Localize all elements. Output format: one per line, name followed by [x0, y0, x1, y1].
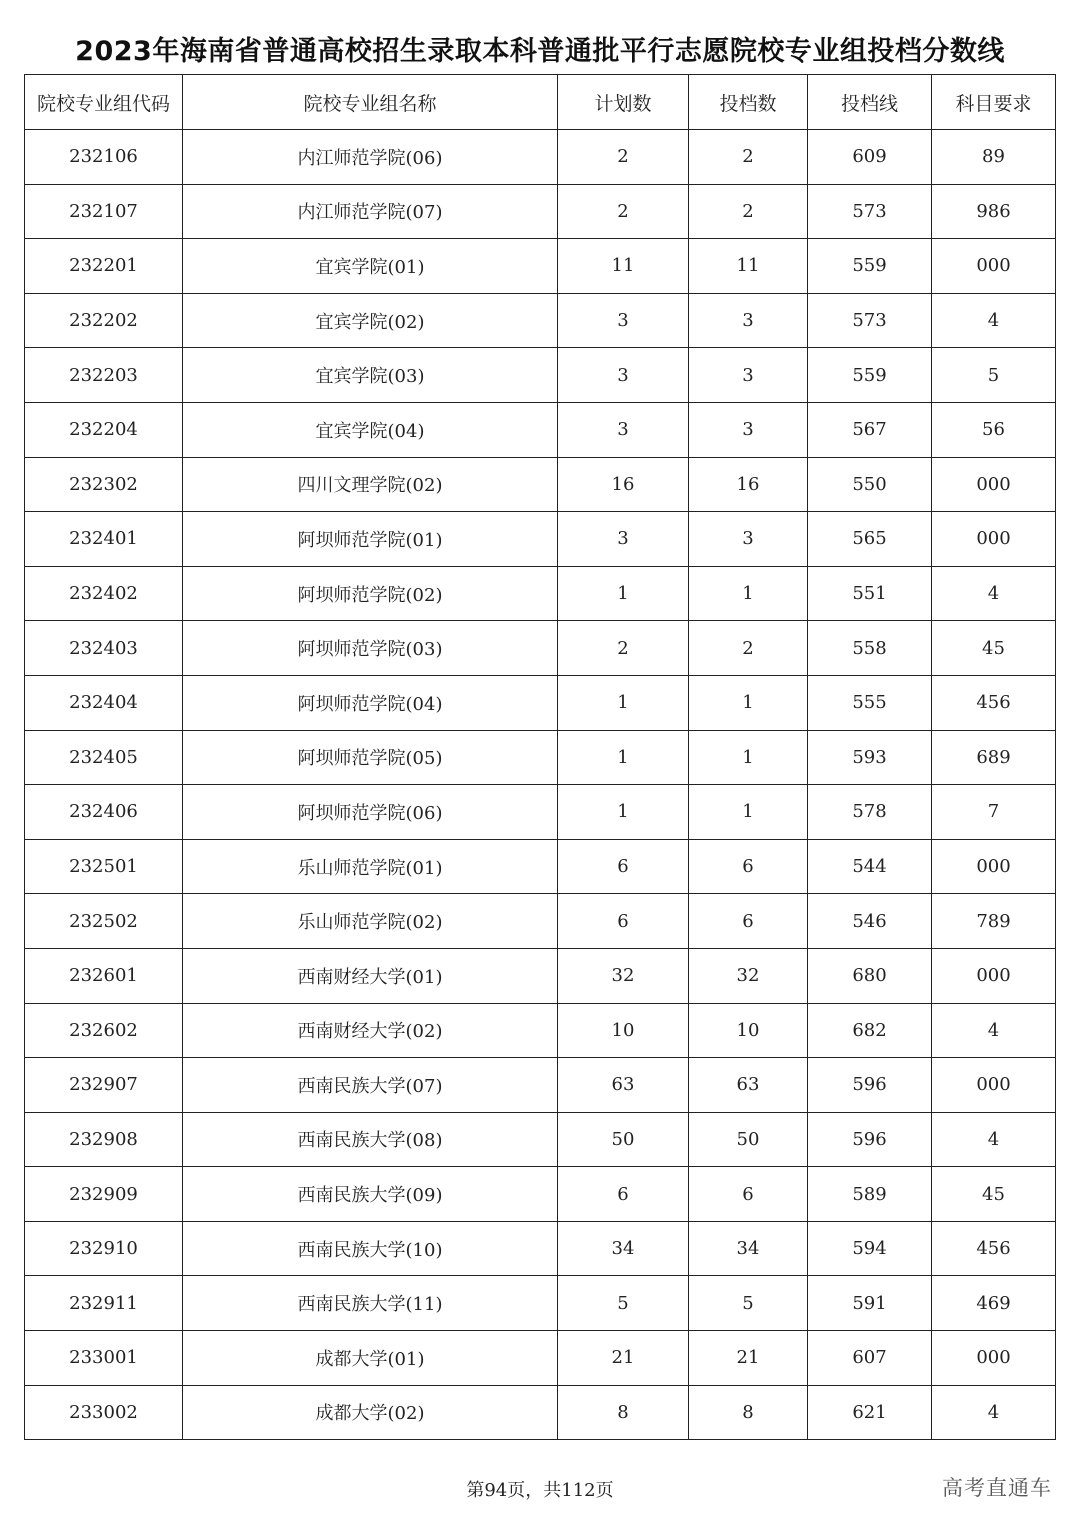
cell-cast-count: 32 — [689, 948, 808, 1003]
cell-group-name: 乐山师范学院(01) — [183, 839, 558, 894]
table-row — [25, 184, 1056, 239]
cell-cast-line: 546 — [808, 894, 932, 949]
cell-subject-requirement: 789 — [932, 894, 1056, 949]
cell-cast-line: 551 — [808, 566, 932, 621]
cell-cast-line: 596 — [808, 1112, 932, 1167]
cell-plan-count: 3 — [558, 348, 689, 403]
cell-cast-line: 609 — [808, 130, 932, 185]
table-row — [25, 785, 1056, 840]
cell-group-name: 阿坝师范学院(03) — [183, 621, 558, 676]
cell-cast-line: 682 — [808, 1003, 932, 1058]
cell-subject-requirement: 000 — [932, 948, 1056, 1003]
cell-cast-line: 565 — [808, 512, 932, 567]
cell-cast-count: 6 — [689, 1167, 808, 1222]
table-row — [25, 1167, 1056, 1222]
cell-cast-count: 2 — [689, 621, 808, 676]
table-row — [25, 402, 1056, 457]
cell-subject-requirement: 000 — [932, 839, 1056, 894]
table-row — [25, 239, 1056, 294]
cell-group-code: 232406 — [25, 785, 183, 840]
cell-group-name: 成都大学(01) — [183, 1331, 558, 1386]
cell-cast-line: 559 — [808, 348, 932, 403]
cell-cast-count: 11 — [689, 239, 808, 294]
cell-cast-line: 559 — [808, 239, 932, 294]
cell-cast-line: 555 — [808, 675, 932, 730]
admission-score-table — [24, 74, 1056, 1440]
cell-plan-count: 63 — [558, 1058, 689, 1113]
cell-group-code: 232602 — [25, 1003, 183, 1058]
cell-group-code: 233002 — [25, 1385, 183, 1440]
cell-subject-requirement: 5 — [932, 348, 1056, 403]
cell-group-name: 宜宾学院(01) — [183, 239, 558, 294]
cell-plan-count: 21 — [558, 1331, 689, 1386]
page-number-footer: 第94页，共112页 — [466, 1480, 614, 1501]
cell-group-name: 西南民族大学(09) — [183, 1167, 558, 1222]
table-row — [25, 512, 1056, 567]
cell-group-name: 阿坝师范学院(01) — [183, 512, 558, 567]
cell-subject-requirement: 000 — [932, 457, 1056, 512]
cell-cast-line: 567 — [808, 402, 932, 457]
cell-cast-line: 593 — [808, 730, 932, 785]
cell-group-code: 233001 — [25, 1331, 183, 1386]
cell-cast-line: 558 — [808, 621, 932, 676]
cell-plan-count: 50 — [558, 1112, 689, 1167]
table-row — [25, 1331, 1056, 1386]
cell-plan-count: 16 — [558, 457, 689, 512]
cell-group-code: 232203 — [25, 348, 183, 403]
cell-plan-count: 2 — [558, 130, 689, 185]
cell-cast-count: 3 — [689, 348, 808, 403]
cell-group-code: 232202 — [25, 293, 183, 348]
cell-group-name: 西南财经大学(01) — [183, 948, 558, 1003]
cell-cast-line: 591 — [808, 1276, 932, 1331]
cell-group-code: 232502 — [25, 894, 183, 949]
table-row — [25, 1221, 1056, 1276]
table-row — [25, 566, 1056, 621]
cell-group-name: 西南财经大学(02) — [183, 1003, 558, 1058]
cell-cast-count: 2 — [689, 184, 808, 239]
cell-group-code: 232201 — [25, 239, 183, 294]
cell-plan-count: 32 — [558, 948, 689, 1003]
page-title: 2023年海南省普通高校招生录取本科普通批平行志愿院校专业组投档分数线 — [75, 36, 1005, 67]
cell-plan-count: 2 — [558, 621, 689, 676]
cell-group-code: 232402 — [25, 566, 183, 621]
cell-subject-requirement: 456 — [932, 675, 1056, 730]
cell-group-name: 西南民族大学(08) — [183, 1112, 558, 1167]
cell-plan-count: 2 — [558, 184, 689, 239]
cell-cast-count: 10 — [689, 1003, 808, 1058]
cell-subject-requirement: 986 — [932, 184, 1056, 239]
cell-cast-line: 594 — [808, 1221, 932, 1276]
cell-group-name: 阿坝师范学院(04) — [183, 675, 558, 730]
table-row — [25, 839, 1056, 894]
cell-cast-count: 21 — [689, 1331, 808, 1386]
header-plan-count: 计划数 — [558, 75, 689, 130]
table-row — [25, 1003, 1056, 1058]
header-subject-requirement: 科目要求 — [932, 75, 1056, 130]
cell-cast-count: 16 — [689, 457, 808, 512]
cell-subject-requirement: 000 — [932, 1058, 1056, 1113]
cell-cast-line: 596 — [808, 1058, 932, 1113]
cell-cast-line: 544 — [808, 839, 932, 894]
header-cast-line: 投档线 — [808, 75, 932, 130]
cell-subject-requirement: 000 — [932, 512, 1056, 567]
cell-group-code: 232405 — [25, 730, 183, 785]
cell-group-name: 乐山师范学院(02) — [183, 894, 558, 949]
watermark-text: 高考直通车 — [942, 1476, 1052, 1500]
cell-group-code: 232404 — [25, 675, 183, 730]
cell-cast-line: 550 — [808, 457, 932, 512]
cell-group-code: 232911 — [25, 1276, 183, 1331]
cell-group-name: 阿坝师范学院(02) — [183, 566, 558, 621]
cell-subject-requirement: 000 — [932, 239, 1056, 294]
cell-plan-count: 6 — [558, 839, 689, 894]
header-cast-count: 投档数 — [689, 75, 808, 130]
table-header-row — [25, 75, 1056, 130]
cell-subject-requirement: 45 — [932, 1167, 1056, 1222]
cell-group-name: 西南民族大学(07) — [183, 1058, 558, 1113]
cell-group-code: 232910 — [25, 1221, 183, 1276]
cell-cast-count: 2 — [689, 130, 808, 185]
cell-subject-requirement: 89 — [932, 130, 1056, 185]
cell-subject-requirement: 4 — [932, 1112, 1056, 1167]
table-row — [25, 130, 1056, 185]
cell-subject-requirement: 56 — [932, 402, 1056, 457]
cell-plan-count: 11 — [558, 239, 689, 294]
cell-subject-requirement: 469 — [932, 1276, 1056, 1331]
cell-cast-line: 621 — [808, 1385, 932, 1440]
cell-group-code: 232204 — [25, 402, 183, 457]
header-group-name: 院校专业组名称 — [183, 75, 558, 130]
cell-group-code: 232909 — [25, 1167, 183, 1222]
cell-group-code: 232107 — [25, 184, 183, 239]
cell-subject-requirement: 4 — [932, 1385, 1056, 1440]
cell-cast-count: 34 — [689, 1221, 808, 1276]
cell-subject-requirement: 4 — [932, 1003, 1056, 1058]
cell-cast-count: 3 — [689, 512, 808, 567]
cell-group-name: 成都大学(02) — [183, 1385, 558, 1440]
cell-group-name: 宜宾学院(04) — [183, 402, 558, 457]
table-row — [25, 1385, 1056, 1440]
cell-cast-line: 573 — [808, 184, 932, 239]
cell-subject-requirement: 4 — [932, 293, 1056, 348]
cell-group-code: 232302 — [25, 457, 183, 512]
cell-cast-line: 680 — [808, 948, 932, 1003]
cell-cast-count: 6 — [689, 839, 808, 894]
cell-plan-count: 1 — [558, 675, 689, 730]
table-row — [25, 730, 1056, 785]
cell-group-code: 232908 — [25, 1112, 183, 1167]
cell-subject-requirement: 456 — [932, 1221, 1056, 1276]
cell-group-name: 宜宾学院(03) — [183, 348, 558, 403]
cell-group-name: 西南民族大学(11) — [183, 1276, 558, 1331]
cell-group-code: 232106 — [25, 130, 183, 185]
table-row — [25, 621, 1056, 676]
cell-plan-count: 34 — [558, 1221, 689, 1276]
cell-plan-count: 5 — [558, 1276, 689, 1331]
cell-subject-requirement: 4 — [932, 566, 1056, 621]
cell-plan-count: 3 — [558, 402, 689, 457]
cell-group-code: 232403 — [25, 621, 183, 676]
cell-cast-count: 1 — [689, 785, 808, 840]
cell-group-code: 232501 — [25, 839, 183, 894]
table-row — [25, 293, 1056, 348]
cell-plan-count: 6 — [558, 894, 689, 949]
table-row — [25, 948, 1056, 1003]
cell-plan-count: 1 — [558, 785, 689, 840]
cell-group-name: 宜宾学院(02) — [183, 293, 558, 348]
cell-cast-count: 6 — [689, 894, 808, 949]
cell-group-name: 内江师范学院(07) — [183, 184, 558, 239]
cell-group-code: 232907 — [25, 1058, 183, 1113]
cell-group-code: 232601 — [25, 948, 183, 1003]
cell-cast-count: 3 — [689, 402, 808, 457]
cell-subject-requirement: 45 — [932, 621, 1056, 676]
cell-group-name: 阿坝师范学院(06) — [183, 785, 558, 840]
cell-plan-count: 8 — [558, 1385, 689, 1440]
cell-plan-count: 6 — [558, 1167, 689, 1222]
cell-plan-count: 10 — [558, 1003, 689, 1058]
cell-plan-count: 3 — [558, 293, 689, 348]
cell-cast-line: 607 — [808, 1331, 932, 1386]
cell-plan-count: 1 — [558, 730, 689, 785]
cell-cast-count: 5 — [689, 1276, 808, 1331]
table-body — [25, 130, 1056, 1440]
cell-cast-line: 573 — [808, 293, 932, 348]
cell-plan-count: 3 — [558, 512, 689, 567]
cell-cast-line: 578 — [808, 785, 932, 840]
cell-cast-count: 8 — [689, 1385, 808, 1440]
cell-cast-count: 3 — [689, 293, 808, 348]
cell-group-name: 西南民族大学(10) — [183, 1221, 558, 1276]
cell-cast-count: 1 — [689, 675, 808, 730]
cell-subject-requirement: 7 — [932, 785, 1056, 840]
table-row — [25, 1058, 1056, 1113]
cell-cast-count: 1 — [689, 730, 808, 785]
admission-score-table-container — [24, 74, 1055, 1440]
cell-subject-requirement: 689 — [932, 730, 1056, 785]
cell-subject-requirement: 000 — [932, 1331, 1056, 1386]
cell-cast-count: 1 — [689, 566, 808, 621]
table-row — [25, 348, 1056, 403]
cell-group-name: 内江师范学院(06) — [183, 130, 558, 185]
cell-plan-count: 1 — [558, 566, 689, 621]
table-row — [25, 1112, 1056, 1167]
cell-group-name: 四川文理学院(02) — [183, 457, 558, 512]
table-row — [25, 675, 1056, 730]
cell-cast-line: 589 — [808, 1167, 932, 1222]
cell-cast-count: 63 — [689, 1058, 808, 1113]
table-row — [25, 1276, 1056, 1331]
cell-cast-count: 50 — [689, 1112, 808, 1167]
cell-group-name: 阿坝师范学院(05) — [183, 730, 558, 785]
header-group-code: 院校专业组代码 — [25, 75, 183, 130]
table-row — [25, 894, 1056, 949]
table-row — [25, 457, 1056, 512]
cell-group-code: 232401 — [25, 512, 183, 567]
